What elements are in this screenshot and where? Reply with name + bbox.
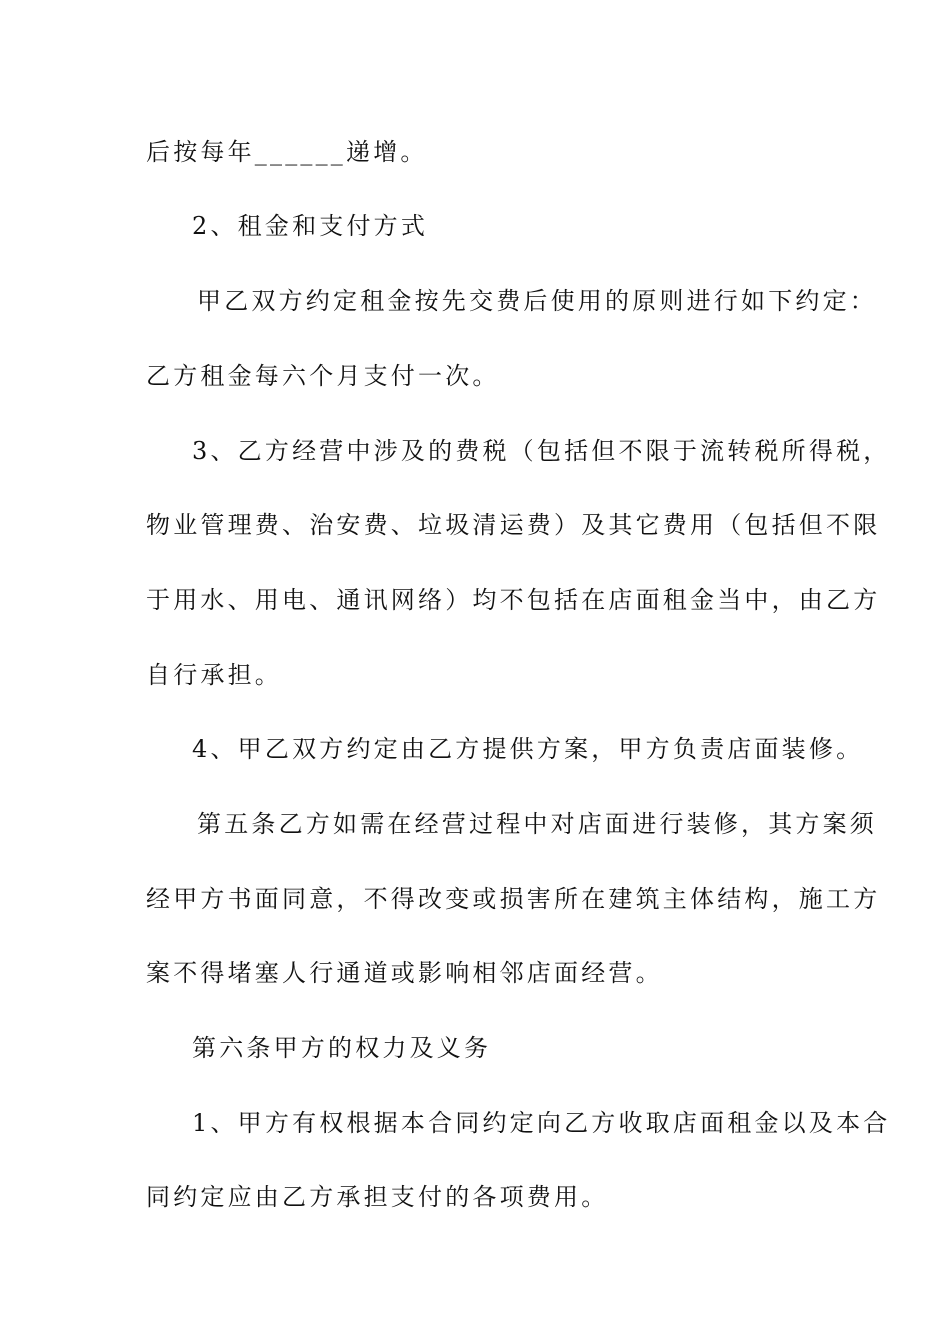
text-line-7: 于用水、用电、通讯网络）均不包括在店面租金当中，由乙方	[146, 586, 881, 614]
text-line-15: 同约定应由乙方承担支付的各项费用。	[146, 1183, 609, 1211]
text-line-12: 案不得堵塞人行通道或影响相邻店面经营。	[146, 959, 663, 987]
text-line-13: 第六条甲方的权力及义务	[192, 1034, 492, 1062]
text-line-6: 物业管理费、治安费、垃圾清运费）及其它费用（包括但不限	[146, 511, 881, 539]
text-line-14: 1、甲方有权根据本合同约定向乙方收取店面租金以及本合	[192, 1109, 891, 1137]
text-line-11: 经甲方书面同意，不得改变或损害所在建筑主体结构，施工方	[146, 885, 881, 913]
text-line-5: 3、乙方经营中涉及的费税（包括但不限于流转税所得税，	[192, 437, 891, 465]
text-line-2: 2、租金和支付方式	[192, 212, 429, 240]
text-line-8: 自行承担。	[146, 661, 282, 689]
text-line-9: 4、甲乙双方约定由乙方提供方案，甲方负责店面装修。	[192, 735, 864, 763]
text-line-1: 后按每年______递增。	[146, 138, 428, 166]
text-line-4: 乙方租金每六个月支付一次。	[146, 362, 500, 390]
text-line-3: 甲乙双方约定租金按先交费后使用的原则进行如下约定：	[197, 287, 877, 315]
text-line-10: 第五条乙方如需在经营过程中对店面进行装修，其方案须	[197, 810, 877, 838]
